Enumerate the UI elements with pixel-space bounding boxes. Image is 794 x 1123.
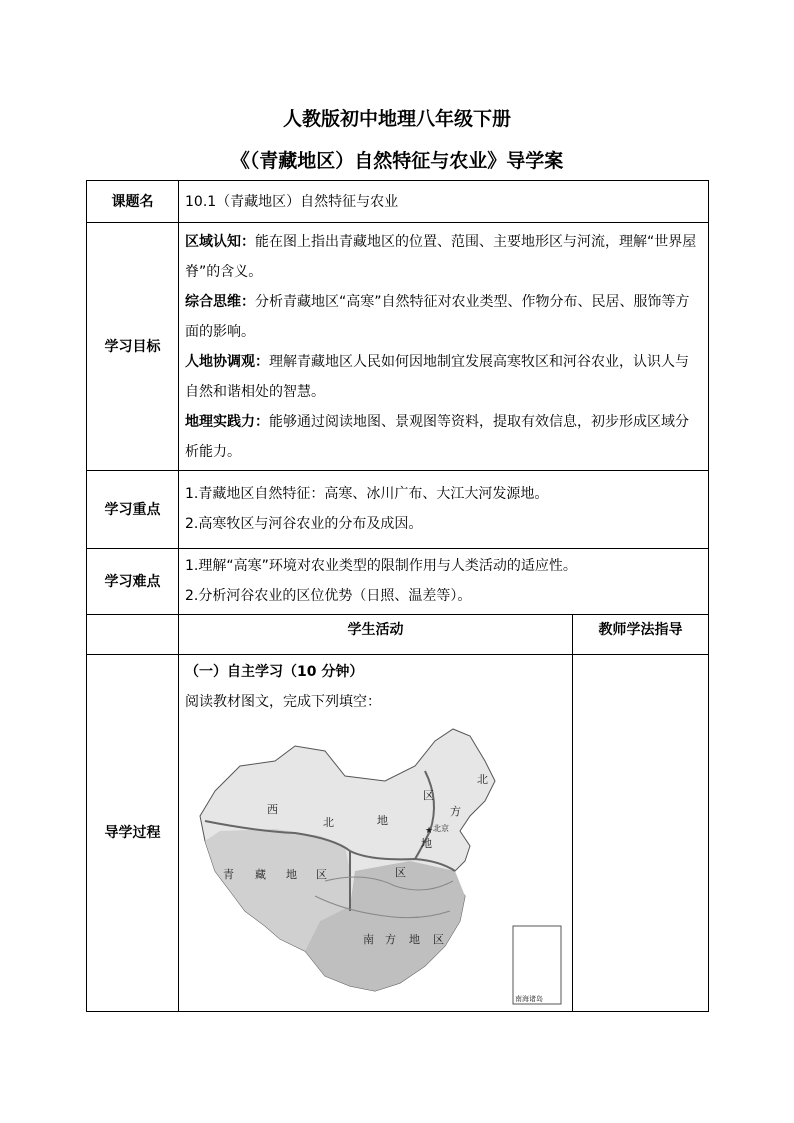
goal-keyword: 地理实践力： [185, 414, 269, 430]
goal-item [185, 347, 702, 407]
goal-item [185, 227, 702, 287]
map-label: 藏 [255, 868, 266, 881]
map-label: 地 [377, 814, 388, 827]
key-point-item: 2.高寒牧区与河谷农业的分布及成因。 [185, 516, 423, 532]
map-label: 地 [421, 837, 432, 850]
topic-label: 课题名 [87, 181, 179, 223]
map-label: 西 [267, 803, 278, 816]
teacher-guide-cell [573, 655, 709, 1012]
map-label: 方 [385, 933, 396, 946]
map-label: 地 [286, 868, 297, 881]
map-label: 青 [223, 868, 234, 881]
section-heading: （一）自主学习（10 分钟） [185, 664, 364, 680]
difficulty-item: 1.理解“高寒”环境对农业类型的限制作用与人类活动的适应性。 [185, 558, 577, 574]
topic-value: 10.1（青藏地区）自然特征与农业 [179, 181, 709, 223]
key-points-row [87, 471, 709, 549]
goal-text: 能够通过阅读地图、景观图等资料，提取有效信息，初步形成区域分析能力。 [185, 414, 689, 460]
column-header-row [87, 615, 709, 655]
goal-item [185, 287, 702, 347]
goal-text: 能在图上指出青藏地区的位置、范围、主要地形区与河流，理解“世界屋脊”的含义。 [185, 234, 697, 280]
goal-keyword: 综合思维： [185, 294, 255, 310]
beijing-star-icon: ★ [425, 826, 434, 836]
map-label: 北 [477, 773, 488, 786]
goal-text: 分析青藏地区“高寒”自然特征对农业类型、作物分布、民居、服饰等方面的影响。 [185, 294, 690, 340]
teacher-guide-header: 教师学法指导 [573, 615, 709, 655]
map-label: 北京 [433, 824, 449, 833]
student-activity-cell [179, 655, 573, 1012]
document-title: 人教版初中地理八年级下册 [282, 108, 511, 130]
goal-keyword: 区域认知： [185, 234, 255, 250]
map-label: 南 [363, 933, 374, 946]
goals-row [87, 223, 709, 471]
goal-item [185, 407, 702, 467]
difficulties-label: 学习难点 [87, 549, 179, 615]
china-region-map [185, 721, 565, 1011]
difficulty-item: 2.分析河谷农业的区位优势（日照、温差等）。 [185, 588, 472, 604]
map-label: 区 [433, 933, 444, 946]
difficulties-content [179, 549, 709, 615]
instruction-text: 阅读教材图文，完成下列填空： [185, 694, 381, 710]
south-china-sea-inset [513, 926, 561, 1004]
key-points-label: 学习重点 [87, 471, 179, 549]
goals-content [179, 223, 709, 471]
empty-cell [87, 615, 179, 655]
goal-text: 理解青藏地区人民如何因地制宜发展高寒牧区和河谷农业，认识人与自然和谐相处的智慧。 [185, 354, 689, 400]
key-points-content [179, 471, 709, 549]
key-point-item: 1.青藏地区自然特征：高寒、冰川广布、大江大河发源地。 [185, 486, 549, 502]
difficulties-row [87, 549, 709, 615]
map-label: 南海诸岛 [515, 995, 543, 1003]
goal-keyword: 人地协调观： [185, 354, 269, 370]
map-label: 区 [395, 866, 406, 879]
map-label: 区 [423, 789, 434, 802]
goals-label: 学习目标 [87, 223, 179, 471]
document-subtitle: 《（青藏地区）自然特征与农业》导学案 [230, 150, 564, 172]
student-activity-header: 学生活动 [179, 615, 573, 655]
map-label: 区 [316, 868, 327, 881]
process-label: 导学过程 [87, 655, 179, 1012]
map-label: 方 [450, 805, 461, 818]
topic-row [87, 181, 709, 223]
map-label: 地 [409, 933, 420, 946]
guide-table [86, 180, 709, 1012]
map-label: 北 [323, 816, 334, 829]
process-row [87, 655, 709, 1012]
